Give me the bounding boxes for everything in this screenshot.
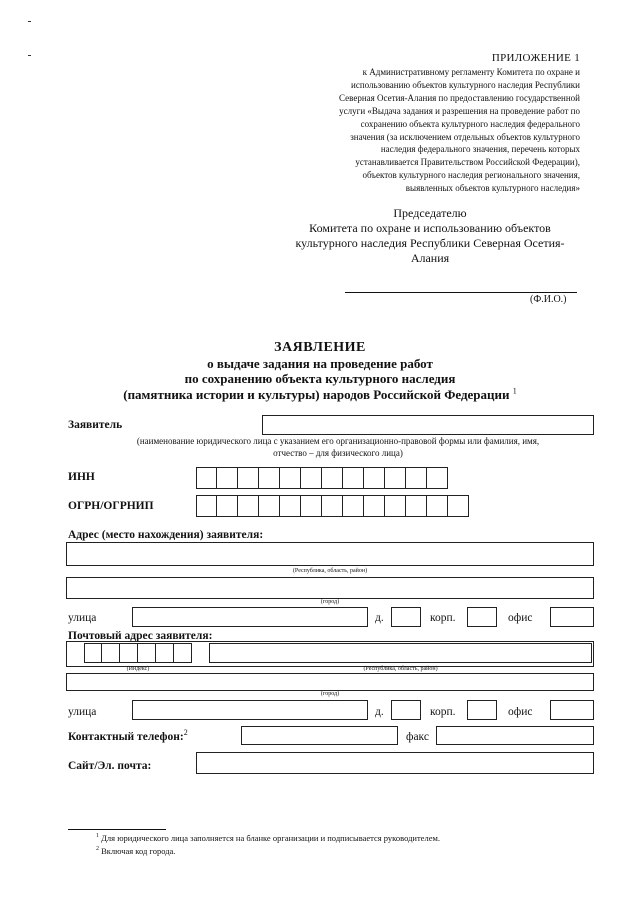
inn-cell[interactable] [238, 467, 259, 489]
inn-cell[interactable] [322, 467, 343, 489]
postal-index-cell[interactable] [174, 643, 192, 663]
addressee-line: культурного наследия Республики Северная Осетия- [295, 236, 565, 250]
site-label: Сайт/Эл. почта: [68, 760, 152, 772]
applicant-field[interactable] [262, 415, 594, 435]
fax-label: факс [406, 731, 429, 743]
postal-street-field[interactable] [132, 700, 368, 720]
postal-building-label: корп. [430, 706, 456, 718]
appendix-line: объектов культурного наследия регионального значения, [362, 170, 580, 181]
site-field[interactable] [196, 752, 594, 774]
postal-index-cell[interactable] [138, 643, 156, 663]
document-title [40, 340, 600, 402]
phone-label-text: Контактный телефон: [68, 731, 184, 743]
ogrn-cell[interactable] [280, 495, 301, 517]
footnote-2-text: Включая код города. [101, 846, 176, 856]
postal-house-label: д. [375, 706, 384, 718]
addressee-block [265, 206, 595, 266]
title-line [40, 387, 600, 403]
inn-cell[interactable] [301, 467, 322, 489]
ogrn-cell[interactable] [217, 495, 238, 517]
postal-city-field[interactable] [66, 673, 594, 691]
addressee-line: Председателю [393, 206, 467, 220]
postal-building-field[interactable] [467, 700, 497, 720]
inn-cell[interactable] [343, 467, 364, 489]
phone-label [68, 728, 188, 743]
address-building-field[interactable] [467, 607, 497, 627]
postal-office-label: офис [508, 706, 533, 718]
inn-cells[interactable] [196, 467, 448, 489]
footnote-1-text: Для юридического лица заполняется на бланке организации и подписывается руководителем. [101, 833, 440, 843]
footnote-1 [96, 833, 440, 843]
ogrn-label: ОГРН/ОГРНИП [68, 500, 154, 512]
footnote-1-ref: 1 [96, 833, 99, 840]
ogrn-cell[interactable] [196, 495, 217, 517]
address-city-hint: (город) [320, 599, 340, 605]
inn-cell[interactable] [427, 467, 448, 489]
scan-mark [28, 21, 31, 22]
postal-office-field[interactable] [550, 700, 594, 720]
title-line-text: (памятника истории и культуры) народов Российской Федерации [123, 386, 510, 402]
inn-cell[interactable] [364, 467, 385, 489]
phone-field[interactable] [241, 726, 398, 745]
postal-index-cell[interactable] [156, 643, 174, 663]
appendix-line: наследия федерального значения, перечень которых [380, 144, 580, 155]
address-office-field[interactable] [550, 607, 594, 627]
postal-city-hint: (город) [320, 691, 340, 697]
inn-cell[interactable] [385, 467, 406, 489]
title-line: по сохранению объекта культурного наследия [184, 371, 456, 386]
address-region-hint: (Республика, область, район) [292, 568, 368, 574]
address-office-label: офис [508, 612, 533, 624]
inn-label: ИНН [68, 471, 95, 483]
appendix-line: Северная Осетия-Алания по предоставлению государственной [339, 92, 580, 103]
ogrn-cell[interactable] [385, 495, 406, 517]
postal-street-label: улица [68, 706, 97, 718]
postal-region-field[interactable] [209, 643, 592, 663]
fio-signature-line[interactable] [345, 292, 577, 293]
appendix-line: к Административному регламенту Комитета по охране и [362, 67, 580, 77]
ogrn-cell[interactable] [448, 495, 469, 517]
inn-cell[interactable] [217, 467, 238, 489]
appendix-line: устанавливается Правительством Российской Федерации), [355, 157, 580, 168]
postal-index-cell[interactable] [102, 643, 120, 663]
postal-index-hint: (Индекс) [126, 666, 150, 672]
addressee-line: Алания [410, 251, 450, 265]
fio-label: (Ф.И.О.) [530, 294, 567, 305]
ogrn-cell[interactable] [238, 495, 259, 517]
applicant-hint-1: (наименование юридического лица с указанием его организационно-правовой формы или фамилия, имя, [136, 436, 540, 446]
address-building-label: корп. [430, 612, 456, 624]
inn-cell[interactable] [196, 467, 217, 489]
address-region-field[interactable] [66, 542, 594, 566]
footnote-2-ref: 2 [96, 846, 99, 853]
scan-mark [28, 55, 31, 56]
phone-footnote-ref: 2 [183, 728, 188, 738]
applicant-label: Заявитель [68, 419, 123, 431]
inn-cell[interactable] [259, 467, 280, 489]
footnote-ref: 1 [512, 386, 517, 396]
ogrn-cell[interactable] [259, 495, 280, 517]
address-house-field[interactable] [391, 607, 421, 627]
ogrn-cell[interactable] [427, 495, 448, 517]
ogrn-cell[interactable] [343, 495, 364, 517]
ogrn-cell[interactable] [301, 495, 322, 517]
postal-label: Почтовый адрес заявителя: [68, 630, 213, 642]
address-house-label: д. [375, 612, 384, 624]
address-street-label: улица [68, 612, 97, 624]
inn-cell[interactable] [280, 467, 301, 489]
title-line: о выдаче задания на проведение работ [207, 355, 433, 371]
title-head: ЗАЯВЛЕНИЕ [274, 340, 366, 355]
address-city-field[interactable] [66, 577, 594, 599]
address-label: Адрес (место нахождения) заявителя: [68, 529, 264, 541]
footnote-2 [96, 846, 175, 856]
fax-field[interactable] [436, 726, 594, 745]
appendix-line: выявленных объектов культурного наследия» [405, 183, 580, 194]
ogrn-cells[interactable] [196, 495, 469, 517]
appendix-line: использованию объектов культурного наследия Республики [351, 79, 580, 90]
postal-region-hint: (Республика, область, район) [363, 666, 438, 672]
postal-index-cells[interactable] [84, 643, 192, 663]
appendix-line: сохранению объекта культурного наследия федерального [360, 118, 580, 129]
postal-index-cell[interactable] [84, 643, 102, 663]
appendix-line: значения (за исключением отдельных объектов культурного [350, 131, 580, 142]
addressee-line: Комитета по охране и использованию объектов [309, 221, 551, 235]
postal-index-cell[interactable] [120, 643, 138, 663]
footnote-separator [68, 829, 166, 830]
appendix-title: ПРИЛОЖЕНИЕ 1 [491, 52, 580, 64]
appendix-text [280, 66, 580, 195]
ogrn-cell[interactable] [364, 495, 385, 517]
postal-house-field[interactable] [391, 700, 421, 720]
address-street-field[interactable] [132, 607, 368, 627]
applicant-hint-2: отчество – для физического лица) [273, 448, 403, 458]
appendix-line: услуги «Выдача задания и разрешения на проведение работ по [339, 105, 580, 116]
inn-cell[interactable] [406, 467, 427, 489]
ogrn-cell[interactable] [322, 495, 343, 517]
ogrn-cell[interactable] [406, 495, 427, 517]
